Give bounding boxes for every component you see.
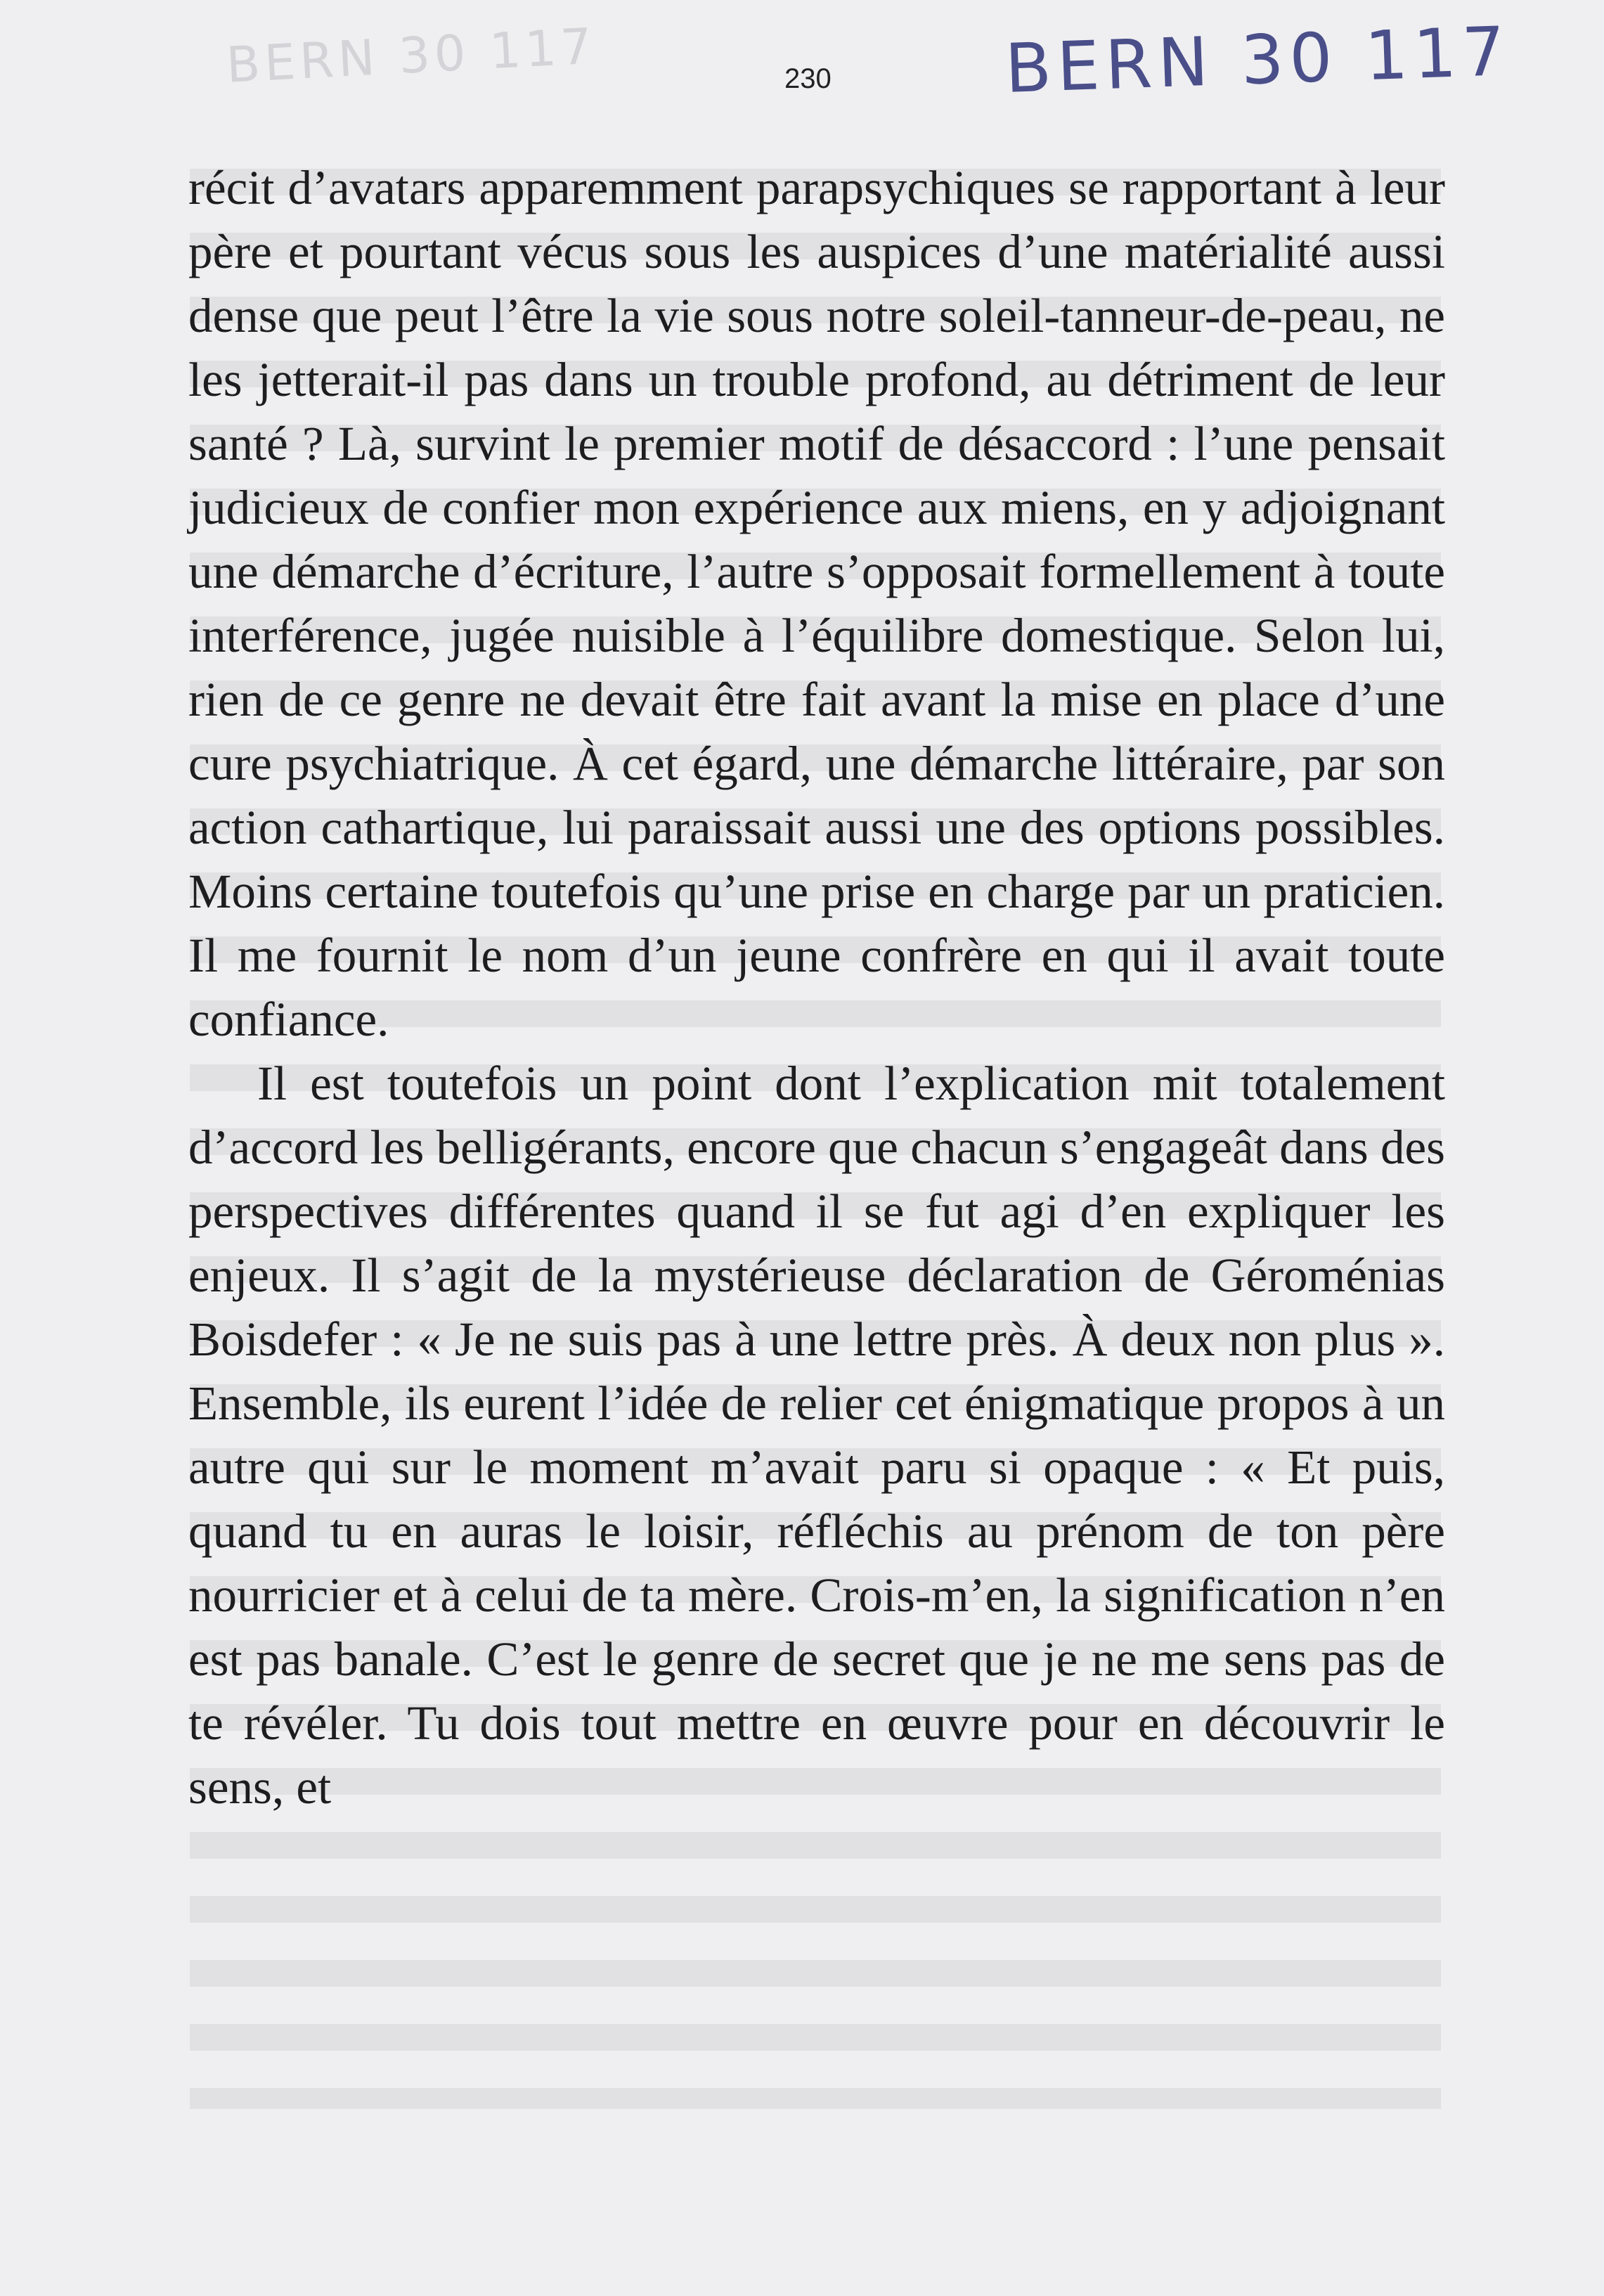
paragraph-1: récit d’avatars apparemment parapsychiques se rapportant à leur père et pourtant vécus sous les auspices d’une matérialité aussi dense que peut l’être la vie sous notre soleil-tanneur-de-peau, ne les jetterait-il pas dans un trouble profond, au détriment de leur santé ? Là, survint le premier motif de désaccord : l’une pensait judicieux de confier mon expérience aux miens, en y adjoignant une démarche d’écriture, l’autre s’opposait formellement à toute interférence, jugée nuisible à l’équilibre domestique. Selon lui, rien de ce genre ne devait être fait avant la mise en place d’une cure psychiatrique. À cet égard, une démarche littéraire, par son action cathartique, lui paraissait aussi une des options possibles. Moins certaine toutefois qu’une prise en charge par un praticien. Il me fournit le nom d’un jeune confrère en qui il avait toute confiance.	[188, 161, 1445, 1046]
handwritten-archive-code: BERN 30 117	[1004, 11, 1512, 108]
body-text	[188, 156, 1445, 1819]
page-number: 230	[784, 63, 832, 94]
faded-archive-mark	[225, 17, 597, 93]
paragraph-2: Il est toutefois un point dont l’explication mit totalement d’accord les belligérants, encore que chacun s’engageât dans des perspectives différentes quand il se fut agi d’en expliquer les enjeux. Il s’agit de la mystérieuse déclaration de Géroménias Boisdefer : « Je ne suis pas à une lettre près. À deux non plus ». Ensemble, ils eurent l’idée de relier cet énigmatique propos à un autre qui sur le moment m’avait paru si opaque : « Et puis, quand tu en auras le loisir, réfléchis au prénom de ton père nourricier et à celui de ta mère. Crois-m’en, la signification n’en est pas banale. C’est le genre de secret que je ne me sens pas de te révéler. Tu dois tout mettre en œuvre pour en découvrir le sens, et	[188, 1057, 1445, 1814]
faded-archive-mark-text: BERN 30 117	[225, 17, 598, 94]
